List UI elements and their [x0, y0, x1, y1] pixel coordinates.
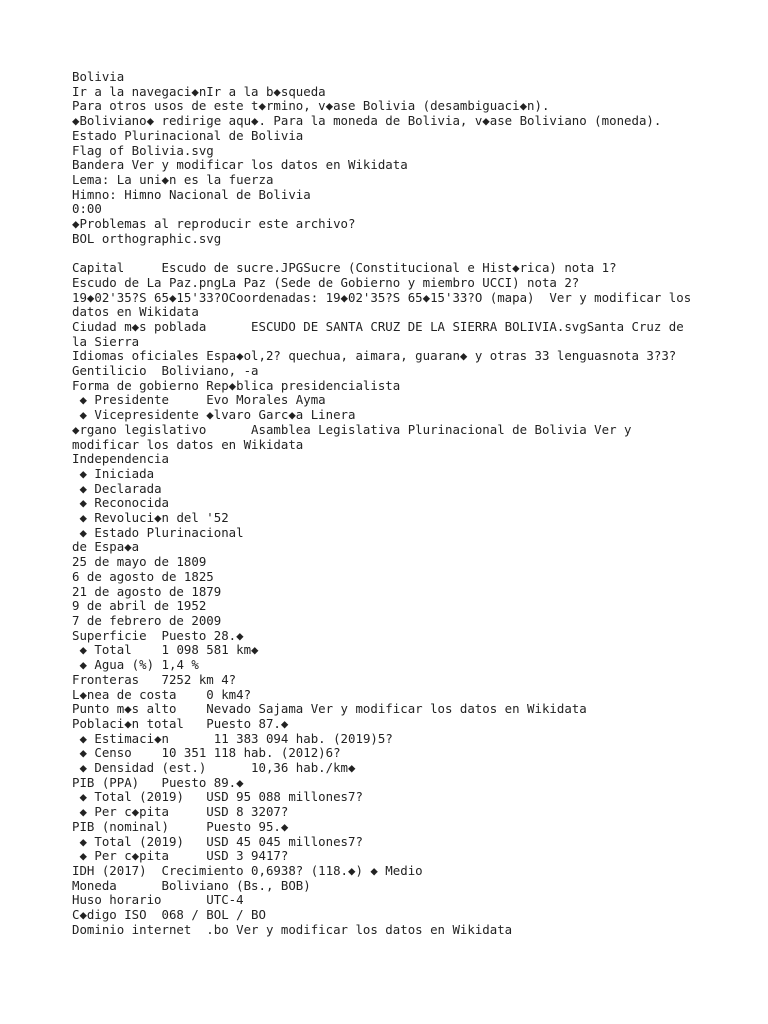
- independence-date: 25 de mayo de 1809: [72, 554, 207, 570]
- area-total-row: ◆ Total 1 098 581 km◆: [72, 642, 259, 658]
- blank-line: [72, 246, 702, 261]
- demonym-row: Gentilicio Boliviano, -a: [72, 363, 259, 379]
- gdp-nominal-row: PIB (nominal) Puesto 95.◆: [72, 818, 289, 834]
- independence-from: de Espa◆a: [72, 539, 140, 555]
- area-water-row: ◆ Agua (%) 1,4 %: [72, 657, 199, 673]
- official-languages-row: Idiomas oficiales Espa◆ol,2? quechua, aimara, guaran◆ y otras 33 lenguasnota 3?3?: [72, 348, 677, 364]
- independence-heading: Independencia: [72, 451, 169, 467]
- capital-row: Capital Escudo de sucre.JPGSucre (Constitucional e Hist◆rica) nota 1?: [72, 260, 617, 276]
- disambiguation-note: Para otros usos de este t◆rmino, v◆ase Bolivia (desambiguaci◆n).: [72, 98, 550, 114]
- official-name: Estado Plurinacional de Bolivia: [72, 127, 304, 143]
- legislature-row: ◆rgano legislativo Asamblea Legislativa Plurinacional de Bolivia Ver y modificar los datos en Wikidata: [72, 421, 639, 452]
- gdp-nominal-total-row: ◆ Total (2019) USD 45 045 millones7?: [72, 833, 363, 849]
- gdp-nominal-per-capita-row: ◆ Per c◆pita USD 3 9417?: [72, 848, 289, 864]
- currency-row: Moneda Boliviano (Bs., BOB): [72, 877, 311, 893]
- coordinates-row: 19◆02'35?S 65◆15'33?OCoordenadas: 19◆02'35?S 65◆15'33?O (mapa) Ver y modificar los datos en Wikidata: [72, 289, 699, 320]
- navigation-links-line: Ir a la navegaci◆nIr a la b◆squeda: [72, 83, 326, 99]
- independence-date: 6 de agosto de 1825: [72, 568, 214, 584]
- area-row: Superficie Puesto 28.◆: [72, 627, 244, 643]
- borders-row: Fronteras 7252 km 4?: [72, 671, 237, 687]
- hdi-row: IDH (2017) Crecimiento 0,6938? (118.◆) ◆ Medio: [72, 862, 423, 878]
- independence-item: ◆ Iniciada: [72, 465, 155, 481]
- largest-city-row: Ciudad m◆s poblada ESCUDO DE SANTA CRUZ DE LA SIERRA BOLIVIA.svgSanta Cruz de la Sierra: [72, 318, 692, 349]
- population-census-row: ◆ Censo 10 351 118 hab. (2012)6?: [72, 745, 341, 761]
- independence-date: 21 de agosto de 1879: [72, 583, 222, 599]
- document-title: Bolivia: [72, 69, 125, 84]
- anthem-line: Himno: Himno Nacional de Bolivia: [72, 186, 311, 202]
- iso-code-row: C◆digo ISO 068 / BOL / BO: [72, 907, 266, 923]
- population-estimate-row: ◆ Estimaci◆n 11 383 094 hab. (2019)5?: [72, 730, 393, 746]
- redirect-note: ◆Boliviano◆ redirige aqu◆. Para la moneda de Bolivia, v◆ase Boliviano (moneda).: [72, 113, 662, 129]
- orthographic-map-caption: BOL orthographic.svg: [72, 230, 222, 246]
- independence-item: ◆ Reconocida: [72, 495, 169, 511]
- vice-president-row: ◆ Vicepresidente ◆lvaro Garc◆a Linera: [72, 407, 356, 423]
- president-row: ◆ Presidente Evo Morales Ayma: [72, 392, 326, 408]
- independence-item: ◆ Estado Plurinacional: [72, 524, 244, 540]
- population-row: Poblaci◆n total Puesto 87.◆: [72, 715, 289, 731]
- independence-date: 9 de abril de 1952: [72, 598, 207, 614]
- flag-file-caption: Flag of Bolivia.svg: [72, 142, 214, 158]
- time-zone-row: Huso horario UTC-4: [72, 892, 244, 908]
- audio-problem-note: ◆Problemas al reproducir este archivo?: [72, 216, 356, 232]
- internet-domain-row: Dominio internet .bo Ver y modificar los datos en Wikidata: [72, 921, 513, 937]
- gdp-ppp-per-capita-row: ◆ Per c◆pita USD 8 3207?: [72, 804, 289, 820]
- independence-date: 7 de febrero de 2009: [72, 613, 222, 628]
- gdp-ppp-total-row: ◆ Total (2019) USD 95 088 millones7?: [72, 789, 363, 805]
- audio-time: 0:00: [72, 201, 102, 217]
- motto-line: Lema: La uni◆n es la fuerza: [72, 171, 274, 187]
- independence-item: ◆ Declarada: [72, 480, 162, 496]
- gdp-ppp-row: PIB (PPA) Puesto 89.◆: [72, 774, 244, 790]
- seat-of-government-row: Escudo de La Paz.pngLa Paz (Sede de Gobierno y miembro UCCI) nota 2?: [72, 274, 580, 290]
- government-form-row: Forma de gobierno Rep◆blica presidencialista: [72, 377, 401, 393]
- highest-point-row: Punto m◆s alto Nevado Sajama Ver y modificar los datos en Wikidata: [72, 701, 587, 717]
- population-density-row: ◆ Densidad (est.) 10,36 hab./km◆: [72, 760, 356, 776]
- document-body: [72, 70, 702, 937]
- coastline-row: L◆nea de costa 0 km4?: [72, 686, 252, 702]
- flag-label: Bandera Ver y modificar los datos en Wikidata: [72, 157, 408, 173]
- independence-item: ◆ Revoluci◆n del '52: [72, 510, 229, 526]
